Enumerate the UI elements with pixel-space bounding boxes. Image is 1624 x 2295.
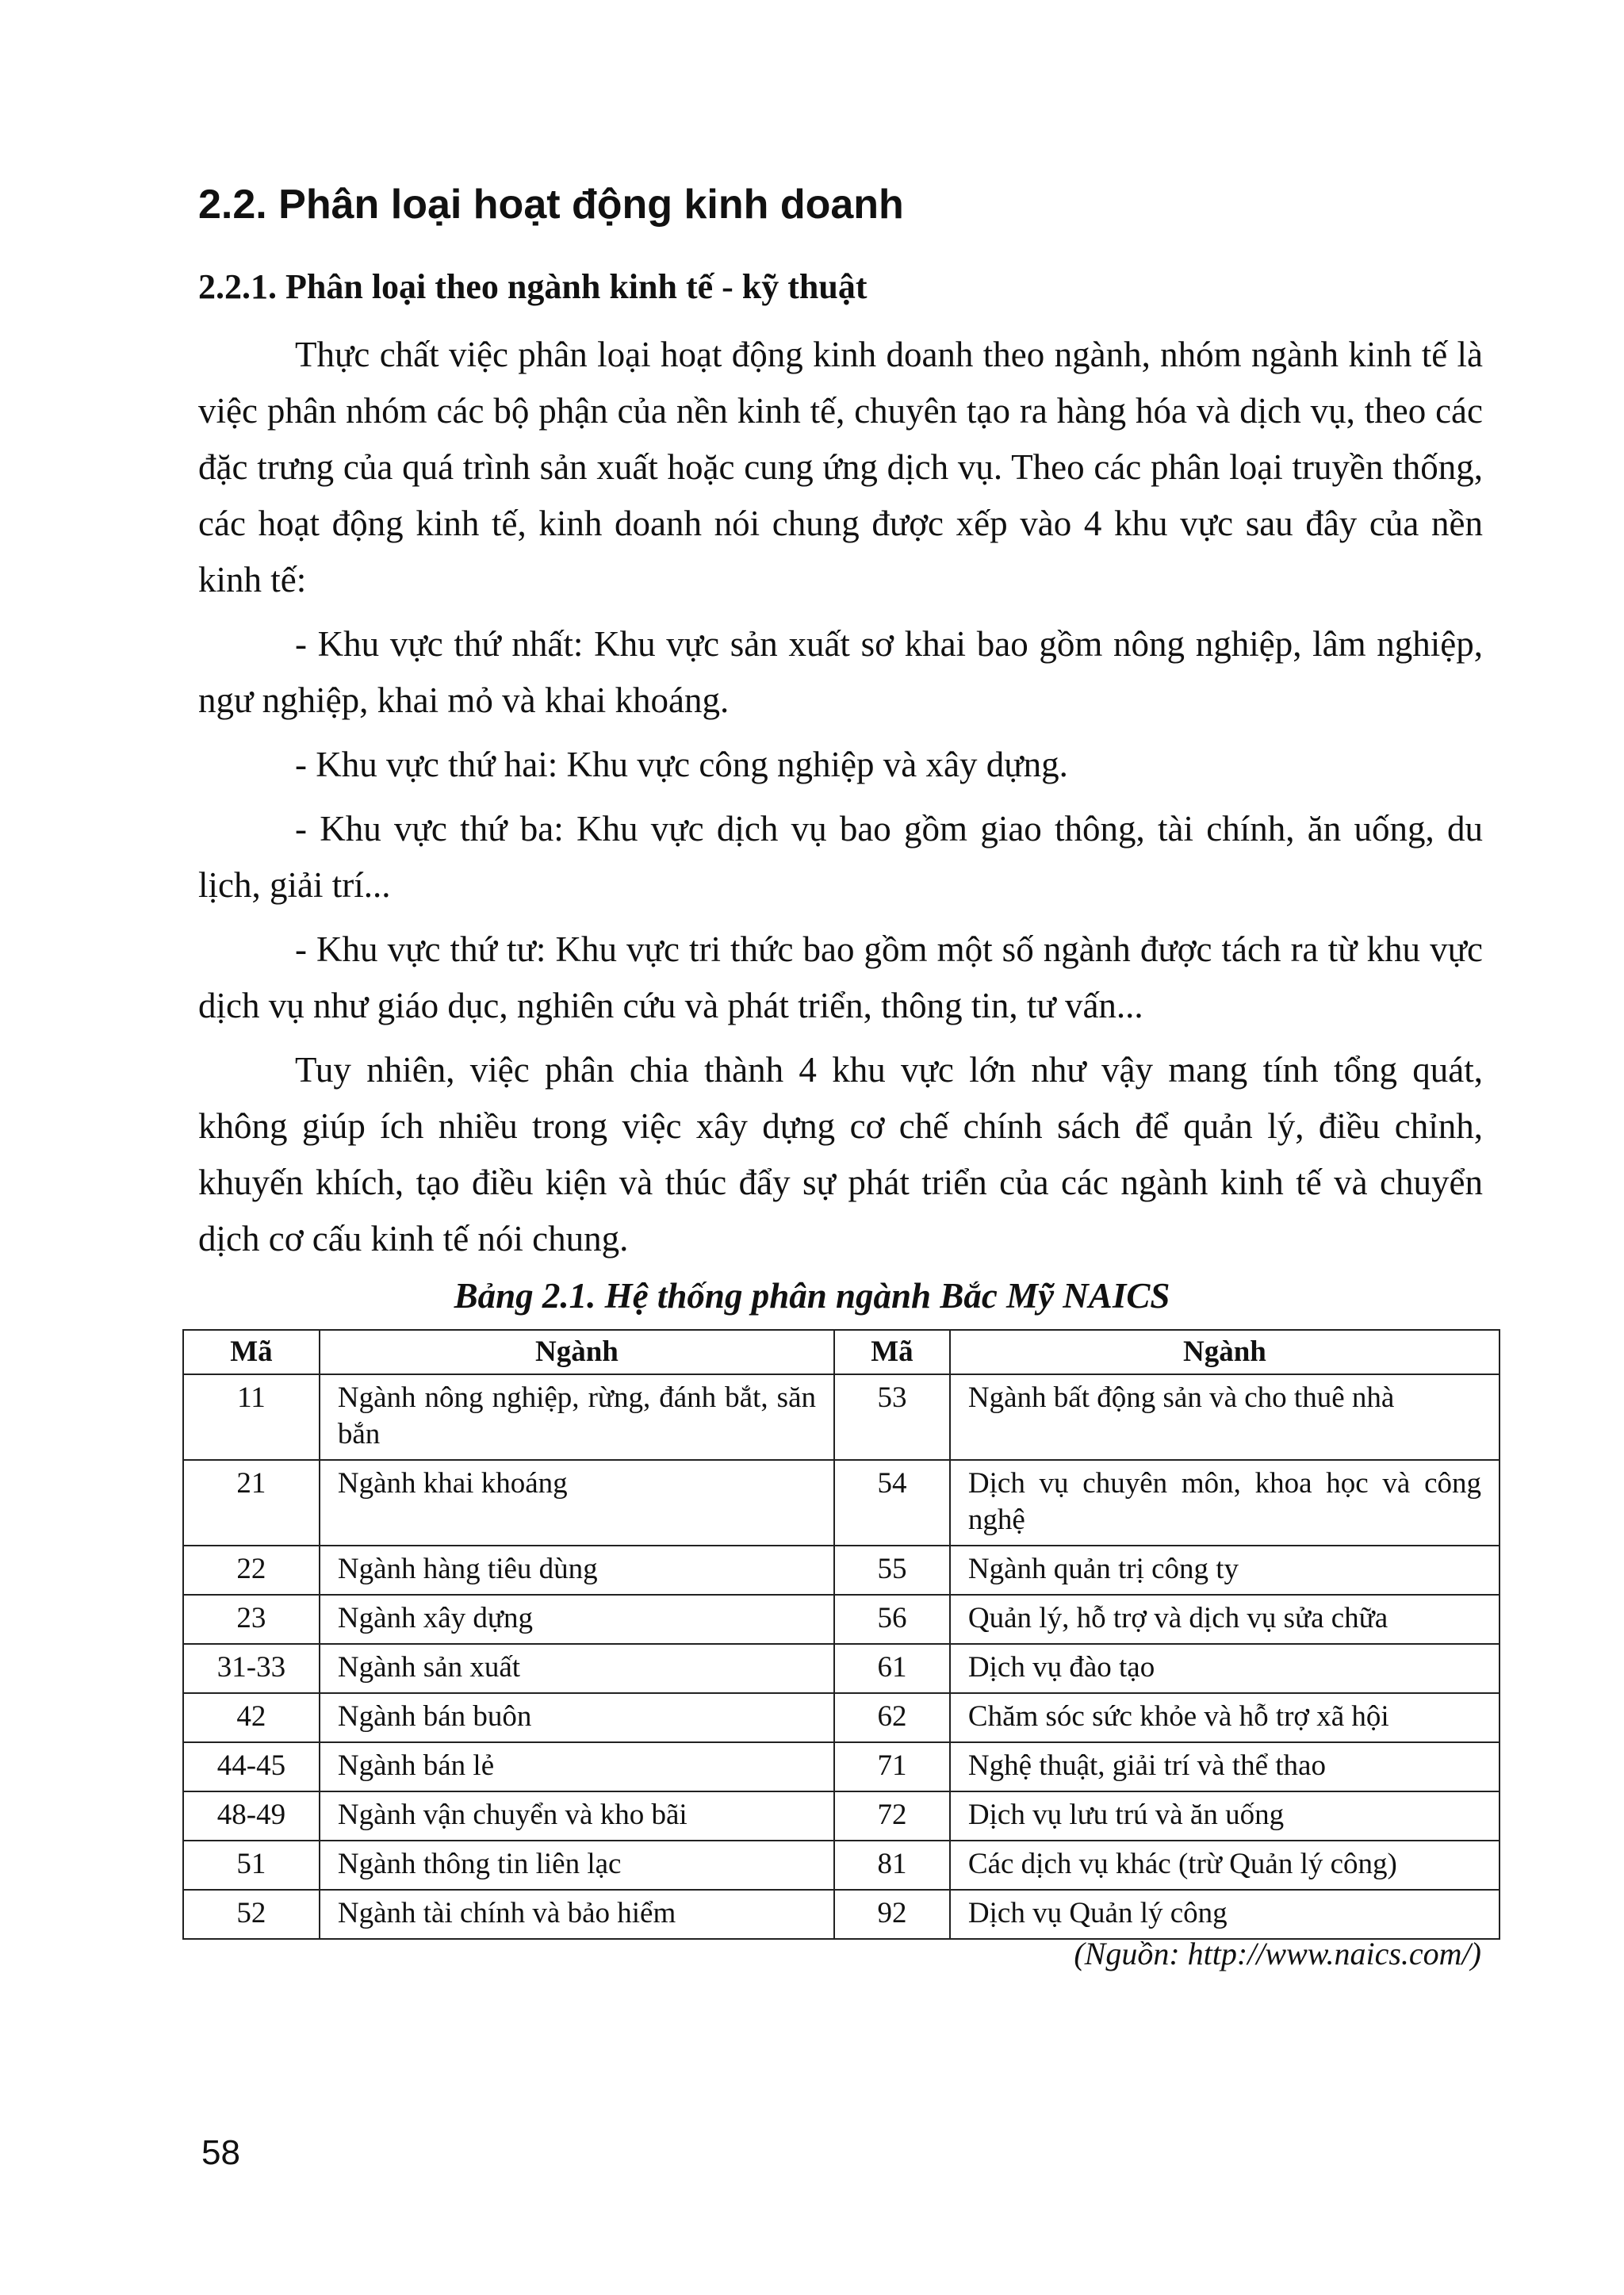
code-cell: 61 bbox=[834, 1644, 950, 1693]
industry-cell: Ngành sản xuất bbox=[320, 1644, 834, 1693]
paragraph: Tuy nhiên, việc phân chia thành 4 khu vực lớn như vậy mang tính tổng quát, không giúp ích nhiều trong việc xây dựng cơ chế chính sách để quản lý, điều chỉnh, khuyến khích, tạo điều kiện và thúc đẩy sự phát triển của các ngành kinh tế và chuyển dịch cơ cấu kinh tế nói chung. bbox=[198, 1050, 1483, 1259]
table-row bbox=[183, 1374, 1500, 1460]
paragraph: Thực chất việc phân loại hoạt động kinh doanh theo ngành, nhóm ngành kinh tế là việc phân nhóm các bộ phận của nền kinh tế, chuyên tạo ra hàng hóa và dịch vụ, theo các đặc trưng của quá trình sản xuất hoặc cung ứng dịch vụ. Theo các phân loại truyền thống, các hoạt động kinh tế, kinh doanh nói chung được xếp vào 4 khu vực sau đây của nền kinh tế: bbox=[198, 335, 1483, 600]
industry-cell: Ngành bất động sản và cho thuê nhà bbox=[950, 1374, 1500, 1460]
code-cell: 71 bbox=[834, 1742, 950, 1791]
industry-cell: Ngành xây dựng bbox=[320, 1595, 834, 1644]
column-header-code: Mã bbox=[834, 1330, 950, 1374]
industry-cell: Dịch vụ lưu trú và ăn uống bbox=[950, 1791, 1500, 1841]
code-cell: 55 bbox=[834, 1546, 950, 1595]
industry-cell: Ngành thông tin liên lạc bbox=[320, 1841, 834, 1890]
industry-cell: Ngành nông nghiệp, rừng, đánh bắt, săn bắn bbox=[320, 1374, 834, 1460]
code-cell: 23 bbox=[183, 1595, 320, 1644]
table-row bbox=[183, 1791, 1500, 1841]
code-cell: 21 bbox=[183, 1460, 320, 1546]
table-row bbox=[183, 1644, 1500, 1693]
industry-cell: Dịch vụ đào tạo bbox=[950, 1644, 1500, 1693]
paragraph: - Khu vực thứ tư: Khu vực tri thức bao gồm một số ngành được tách ra từ khu vực dịch vụ như giáo dục, nghiên cứu và phát triển, thông tin, tư vấn... bbox=[198, 929, 1483, 1025]
naics-table bbox=[182, 1329, 1500, 1940]
table-row bbox=[183, 1595, 1500, 1644]
table-row bbox=[183, 1693, 1500, 1742]
code-cell: 48-49 bbox=[183, 1791, 320, 1841]
subsection-title: 2.2.1. Phân loại theo ngành kinh tế - kỹ thuật bbox=[198, 267, 868, 306]
code-cell: 42 bbox=[183, 1693, 320, 1742]
paragraph: - Khu vực thứ nhất: Khu vực sản xuất sơ khai bao gồm nông nghiệp, lâm nghiệp, ngư nghiệp, khai mỏ và khai khoáng. bbox=[198, 624, 1483, 720]
code-cell: 81 bbox=[834, 1841, 950, 1890]
table-caption: Bảng 2.1. Hệ thống phân ngành Bắc Mỹ NAICS bbox=[454, 1276, 1170, 1316]
industry-cell: Ngành khai khoáng bbox=[320, 1460, 834, 1546]
code-cell: 22 bbox=[183, 1546, 320, 1595]
table-row bbox=[183, 1841, 1500, 1890]
paragraph: - Khu vực thứ ba: Khu vực dịch vụ bao gồm giao thông, tài chính, ăn uống, du lịch, giải trí... bbox=[198, 809, 1483, 905]
column-header-code: Mã bbox=[183, 1330, 320, 1374]
industry-cell: Ngành vận chuyển và kho bãi bbox=[320, 1791, 834, 1841]
code-cell: 72 bbox=[834, 1791, 950, 1841]
table-row bbox=[183, 1890, 1500, 1939]
industry-cell: Chăm sóc sức khỏe và hỗ trợ xã hội bbox=[950, 1693, 1500, 1742]
industry-cell: Ngành bán buôn bbox=[320, 1693, 834, 1742]
code-cell: 56 bbox=[834, 1595, 950, 1644]
code-cell: 11 bbox=[183, 1374, 320, 1460]
page-number: 58 bbox=[201, 2133, 240, 2172]
column-header-industry: Ngành bbox=[950, 1330, 1500, 1374]
code-cell: 51 bbox=[183, 1841, 320, 1890]
code-cell: 52 bbox=[183, 1890, 320, 1939]
industry-cell: Dịch vụ chuyên môn, khoa học và công nghệ bbox=[950, 1460, 1500, 1546]
code-cell: 31-33 bbox=[183, 1644, 320, 1693]
paragraph: - Khu vực thứ hai: Khu vực công nghiệp và xây dựng. bbox=[295, 745, 1068, 784]
column-header-industry: Ngành bbox=[320, 1330, 834, 1374]
table-row bbox=[183, 1742, 1500, 1791]
table-source-note: (Nguồn: http://www.naics.com/) bbox=[1074, 1936, 1481, 1971]
industry-cell: Dịch vụ Quản lý công bbox=[950, 1890, 1500, 1939]
table-row bbox=[183, 1546, 1500, 1595]
code-cell: 54 bbox=[834, 1460, 950, 1546]
industry-cell: Ngành quản trị công ty bbox=[950, 1546, 1500, 1595]
section-title: 2.2. Phân loại hoạt động kinh doanh bbox=[198, 182, 904, 228]
industry-cell: Ngành tài chính và bảo hiểm bbox=[320, 1890, 834, 1939]
industry-cell: Quản lý, hỗ trợ và dịch vụ sửa chữa bbox=[950, 1595, 1500, 1644]
table-row bbox=[183, 1460, 1500, 1546]
industry-cell: Ngành bán lẻ bbox=[320, 1742, 834, 1791]
industry-cell: Nghệ thuật, giải trí và thể thao bbox=[950, 1742, 1500, 1791]
code-cell: 92 bbox=[834, 1890, 950, 1939]
code-cell: 53 bbox=[834, 1374, 950, 1460]
table-header-row bbox=[183, 1330, 1500, 1374]
body-text bbox=[198, 327, 1483, 1275]
industry-cell: Các dịch vụ khác (trừ Quản lý công) bbox=[950, 1841, 1500, 1890]
industry-cell: Ngành hàng tiêu dùng bbox=[320, 1546, 834, 1595]
code-cell: 62 bbox=[834, 1693, 950, 1742]
code-cell: 44-45 bbox=[183, 1742, 320, 1791]
